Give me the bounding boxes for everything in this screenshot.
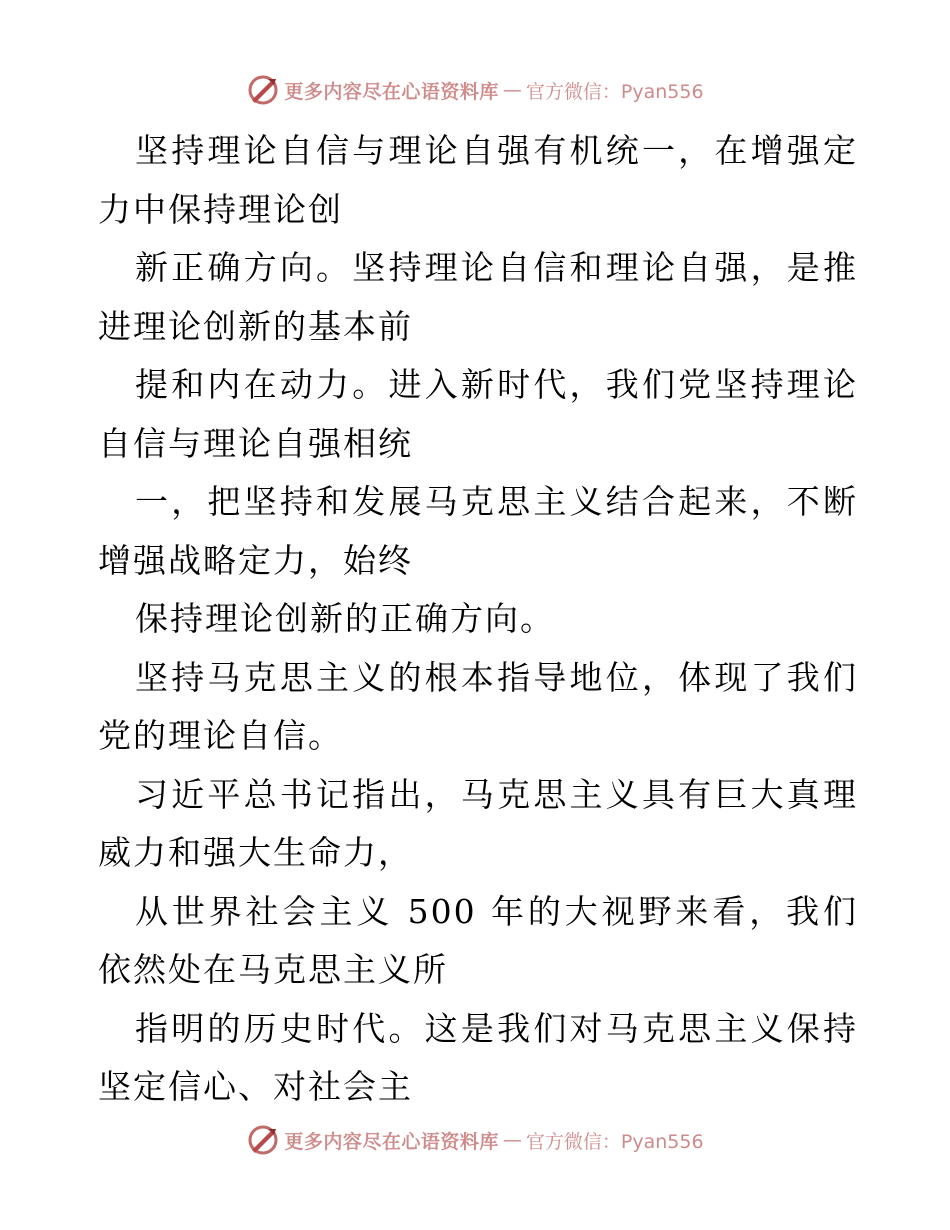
paragraph: 一，把坚持和发展马克思主义结合起来，不断增强战略定力，始终 — [98, 482, 858, 580]
watermark-text: 更多内容尽在心语资料库 — [284, 1130, 499, 1153]
pen-logo-icon — [246, 73, 280, 107]
watermark-wechat: 官方微信：Pyan556 — [525, 1130, 704, 1153]
paragraph: 坚持理论自信与理论自强有机统一，在增强定力中保持理论创 — [98, 131, 858, 229]
paragraph: 提和内在动力。进入新时代，我们党坚持理论自信与理论自强相统 — [98, 365, 858, 463]
watermark-separator: — — [502, 79, 522, 101]
paragraph: 从世界社会主义 500 年的大视野来看，我们依然处在马克思主义所 — [98, 891, 858, 989]
paragraph: 指明的历史时代。这是我们对马克思主义保持坚定信心、对社会主 — [98, 1008, 858, 1106]
pen-logo-icon — [246, 1123, 280, 1157]
paragraph: 保持理论创新的正确方向。 — [135, 599, 555, 638]
watermark-wechat: 官方微信：Pyan556 — [525, 80, 704, 103]
paragraph: 习近平总书记指出，马克思主义具有巨大真理威力和强大生命力， — [98, 774, 858, 872]
paragraph: 新正确方向。坚持理论自信和理论自强，是推进理论创新的基本前 — [98, 248, 858, 346]
watermark-text: 更多内容尽在心语资料库 — [284, 80, 499, 103]
footer-watermark — [0, 1120, 950, 1160]
header-watermark — [0, 70, 950, 110]
paragraph: 坚持马克思主义的根本指导地位，体现了我们党的理论自信。 — [98, 657, 858, 755]
watermark-separator: — — [502, 1129, 522, 1151]
document-body — [98, 122, 858, 1117]
